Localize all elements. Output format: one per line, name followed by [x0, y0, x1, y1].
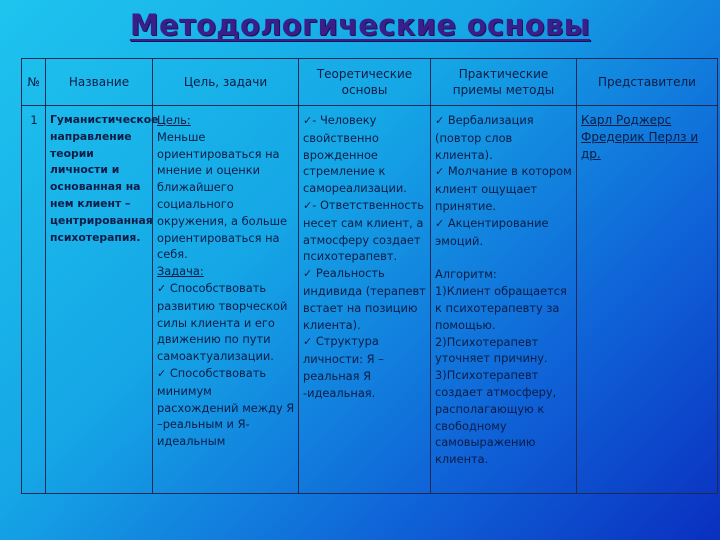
header-practice: Практические приемы методы: [431, 59, 577, 106]
theory-item: ✓- Человеку свойственно врожденное стремление к самореализации.: [303, 113, 407, 196]
check-icon: ✓: [435, 114, 445, 127]
algorithm-step: 1)Клиент обращается к психотерапевту за помощью.: [435, 284, 567, 332]
algorithm-label: Алгоритм:: [435, 267, 497, 282]
check-icon: ✓: [303, 198, 313, 212]
header-name: Название: [46, 59, 153, 106]
theory-item: ✓- Ответственность несет сам клиент, а атмосферу создает психотерапевт.: [303, 197, 425, 264]
check-icon: ✓: [303, 267, 313, 281]
table-row: [22, 106, 718, 494]
rep-link-rogers[interactable]: Карл Роджерс: [581, 113, 672, 127]
goal-cell: [153, 106, 299, 494]
theory-item: ✓ Реальность индивида (терапевт встает на позицию клиента).: [303, 266, 426, 332]
theory-cell: [299, 106, 431, 494]
methods-table: [21, 58, 718, 494]
rep-link-perls[interactable]: Фредерик Перлз и др.: [581, 130, 699, 161]
check-icon: ✓: [435, 165, 445, 179]
check-icon: ✓: [303, 335, 313, 349]
goal-label: Цель:: [157, 113, 191, 127]
practice-item: ✓ Вербализация (повтор слов клиента).: [435, 113, 534, 162]
practice-cell: [431, 106, 577, 494]
row-name: Гуманистическое направление теории личности и основанная на нем клиент –центрированная психотерапия.: [46, 106, 153, 494]
header-num: №: [22, 59, 46, 106]
algorithm-step: 3)Психотерапевт создает атмосферу, располагающую к свободному самовыражению клиента.: [435, 368, 557, 467]
check-icon: ✓: [157, 366, 167, 380]
row-num: 1: [22, 106, 46, 494]
table-header-row: [22, 59, 718, 106]
header-goal: Цель, задачи: [153, 59, 299, 106]
goal-text: Меньше ориентироваться на мнение и оценки ближайшего социального окружения, а больше ориентироваться на себя.: [157, 129, 288, 262]
reps-cell: [577, 106, 718, 494]
page-title: Методологические основы: [129, 8, 591, 42]
practice-item: ✓ Акцентирование эмоций.: [435, 215, 549, 248]
task-item: ✓ Способствовать минимум расхождений между Я –реальным и Я-идеальным: [157, 365, 295, 449]
check-icon: ✓: [435, 216, 445, 230]
check-icon: ✓: [157, 281, 167, 295]
header-reps: Представители: [577, 59, 718, 106]
check-icon: ✓: [303, 114, 313, 127]
task-item: ✓ Способствовать развитию творческой силы клиента и его движению по пути самоактуализации.: [157, 280, 288, 364]
task-label: Задача:: [157, 264, 204, 279]
algorithm-step: 2)Психотерапевт уточняет причину.: [435, 334, 548, 366]
practice-item: ✓ Молчание в котором клиент ощущает принятие.: [435, 164, 572, 213]
theory-item: ✓ Структура личности: Я –реальная Я -идеальная.: [303, 334, 384, 400]
header-theory: Теоретические основы: [299, 59, 431, 106]
